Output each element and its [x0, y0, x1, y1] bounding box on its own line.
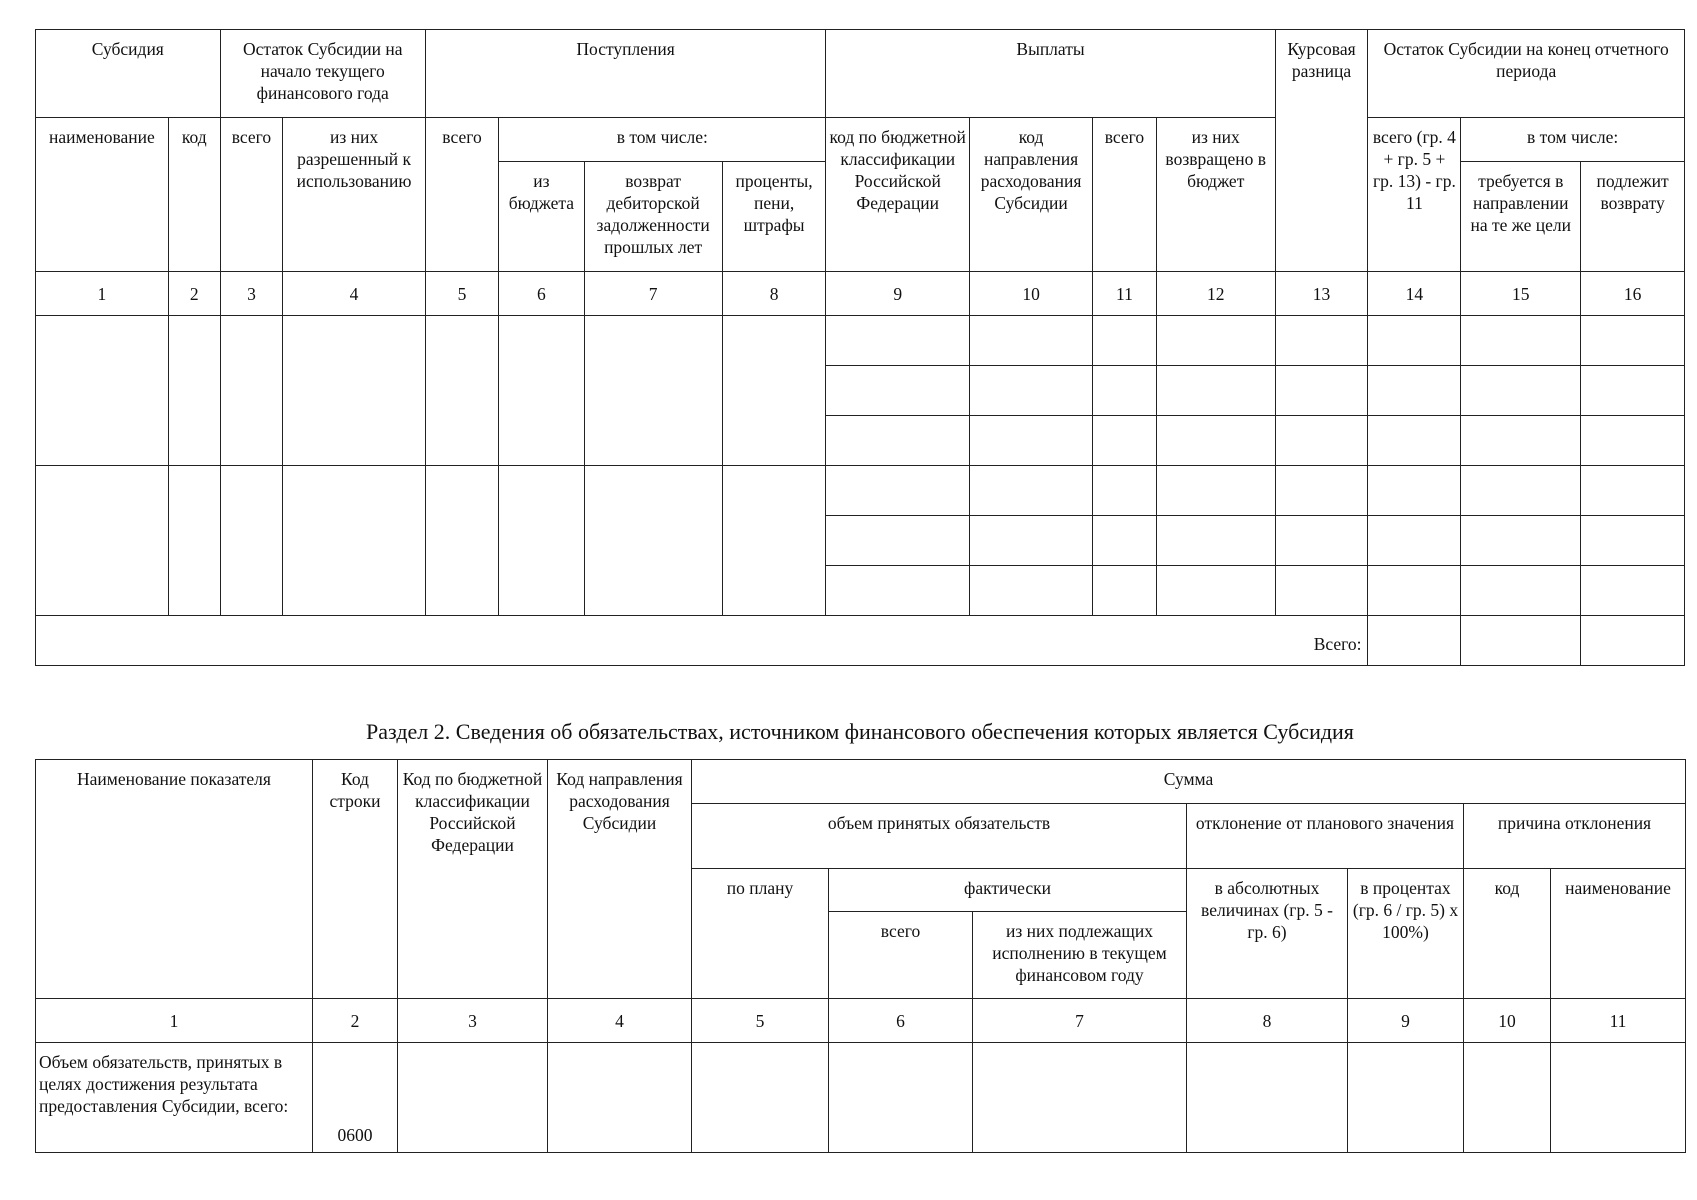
table-row [36, 316, 1685, 366]
cell-returned[interactable] [1156, 566, 1275, 616]
header-returned-to-budget: из них возвращено в бюджет [1156, 118, 1275, 272]
header-name: наименование [36, 118, 169, 272]
column-number: 15 [1461, 272, 1581, 316]
cell-required[interactable] [1461, 416, 1581, 466]
column-number: 8 [722, 272, 826, 316]
header-actual-current-year: из них подлежащих исполнению в текущем финансовом году [973, 912, 1187, 999]
column-number: 6 [829, 999, 973, 1043]
cell-payments-total[interactable] [1093, 416, 1157, 466]
cell-receipts-total[interactable] [425, 316, 498, 466]
cell-required[interactable] [1461, 316, 1581, 366]
header-required-same-purpose: требуется в направлении на те же цели [1461, 162, 1581, 272]
header-deviation: отклонение от планового значения [1187, 804, 1464, 869]
cell-end-total[interactable] [1368, 416, 1461, 466]
header-interest-penalties: проценты, пени, штрафы [722, 162, 826, 272]
cell-end-total[interactable] [1368, 366, 1461, 416]
header-percent: в процентах (гр. 6 / гр. 5) x 100%) [1348, 869, 1464, 999]
cell-to-return[interactable] [1581, 566, 1685, 616]
cell-debt-return[interactable] [584, 316, 722, 466]
cell-actual-current-year[interactable] [973, 1043, 1187, 1153]
cell-returned[interactable] [1156, 316, 1275, 366]
cell-subsidy-name[interactable] [36, 466, 169, 616]
cell-subsidy-code[interactable] [168, 316, 220, 466]
total-row [36, 616, 1685, 666]
section-2-title: Раздел 2. Сведения об обязательствах, источником финансового обеспечения которых является Субсидия [366, 719, 1354, 744]
header-budget-class-code: код по бюджетной классификации Российской Федерации [826, 118, 970, 272]
cell-reason-name[interactable] [1551, 1043, 1686, 1153]
cell-direction-code[interactable] [970, 366, 1093, 416]
cell-end-total[interactable] [1368, 466, 1461, 516]
column-number: 16 [1581, 272, 1685, 316]
cell-interest[interactable] [722, 466, 826, 616]
header-actual-total: всего [829, 912, 973, 999]
cell-debt-return[interactable] [584, 466, 722, 616]
header-payments: Выплаты [826, 30, 1275, 118]
cell-direction-code[interactable] [970, 516, 1093, 566]
subsidy-balance-table [35, 29, 1685, 666]
cell-actual-total[interactable] [829, 1043, 973, 1153]
column-number: 7 [973, 999, 1187, 1043]
cell-by-plan[interactable] [692, 1043, 829, 1153]
header-actual: фактически [829, 869, 1187, 912]
column-number: 1 [36, 999, 313, 1043]
cell-start-total[interactable] [220, 316, 283, 466]
column-number: 10 [1464, 999, 1551, 1043]
header-line-code: Код строки [313, 760, 398, 999]
header-receipts: Поступления [425, 30, 826, 118]
cell-percent-deviation[interactable] [1348, 1043, 1464, 1153]
cell-direction-code[interactable] [548, 1043, 692, 1153]
cell-payments-total[interactable] [1093, 566, 1157, 616]
cell-exchange-diff[interactable] [1275, 416, 1368, 466]
cell-exchange-diff[interactable] [1275, 566, 1368, 616]
column-number: 5 [692, 999, 829, 1043]
header-direction-code: Код направления расходования Субсидии [548, 760, 692, 999]
cell-budget-class-code[interactable] [826, 366, 970, 416]
header-budget-class-code: Код по бюджетной классификации Российской Федерации [398, 760, 548, 999]
column-number: 9 [1348, 999, 1464, 1043]
cell-required[interactable] [1461, 566, 1581, 616]
column-number: 11 [1551, 999, 1686, 1043]
cell-payments-total[interactable] [1093, 366, 1157, 416]
cell-subsidy-name[interactable] [36, 316, 169, 466]
cell-exchange-diff[interactable] [1275, 466, 1368, 516]
header-by-plan: по плану [692, 869, 829, 999]
cell-budget-class-code[interactable] [826, 566, 970, 616]
cell-reason-code[interactable] [1464, 1043, 1551, 1153]
column-number: 8 [1187, 999, 1348, 1043]
cell-to-return[interactable] [1581, 366, 1685, 416]
cell-to-return[interactable] [1581, 466, 1685, 516]
column-number: 2 [168, 272, 220, 316]
cell-payments-total[interactable] [1093, 466, 1157, 516]
column-number: 3 [220, 272, 283, 316]
header-end-total: всего (гр. 4 + гр. 5 + гр. 13) - гр. 11 [1368, 118, 1461, 272]
cell-total-end[interactable] [1368, 616, 1461, 666]
header-balance-end: Остаток Субсидии на конец отчетного периода [1368, 30, 1685, 118]
column-number: 12 [1156, 272, 1275, 316]
cell-receipts-total[interactable] [425, 466, 498, 616]
header-start-allowed: из них разрешенный к использованию [283, 118, 426, 272]
cell-budget-class-code[interactable] [826, 516, 970, 566]
cell-budget-class-code[interactable] [826, 416, 970, 466]
table-row [36, 466, 1685, 516]
column-number: 9 [826, 272, 970, 316]
header-reason-code: код [1464, 869, 1551, 999]
cell-returned[interactable] [1156, 366, 1275, 416]
cell-payments-total[interactable] [1093, 316, 1157, 366]
header-indicator-name: Наименование показателя [36, 760, 313, 999]
cell-returned[interactable] [1156, 466, 1275, 516]
header-code: код [168, 118, 220, 272]
cell-interest[interactable] [722, 316, 826, 466]
cell-returned[interactable] [1156, 516, 1275, 566]
cell-subsidy-code[interactable] [168, 466, 220, 616]
total-label: Всего: [36, 616, 1368, 666]
header-end-including: в том числе: [1461, 118, 1685, 162]
cell-to-return[interactable] [1581, 316, 1685, 366]
cell-total-to-return[interactable] [1581, 616, 1685, 666]
column-number: 4 [283, 272, 426, 316]
header-direction-code: код направления расходования Субсидии [970, 118, 1093, 272]
cell-direction-code[interactable] [970, 466, 1093, 516]
column-numbers-row [36, 999, 1686, 1043]
cell-budget-class-code[interactable] [398, 1043, 548, 1153]
row-label-obligations: Объем обязательств, принятых в целях достижения результата предоставления Субсидии, всего: [36, 1043, 313, 1153]
cell-direction-code[interactable] [970, 316, 1093, 366]
column-number: 4 [548, 999, 692, 1043]
header-from-budget: из бюджета [499, 162, 584, 272]
header-balance-start: Остаток Субсидии на начало текущего финансового года [220, 30, 425, 118]
cell-to-return[interactable] [1581, 416, 1685, 466]
cell-start-allowed[interactable] [283, 466, 426, 616]
column-number: 5 [425, 272, 498, 316]
header-debt-return: возврат дебиторской задолженности прошлых лет [584, 162, 722, 272]
header-exchange-difference: Курсовая разница [1275, 30, 1368, 272]
cell-exchange-diff[interactable] [1275, 366, 1368, 416]
column-numbers-row [36, 272, 1685, 316]
cell-from-budget[interactable] [499, 316, 584, 466]
cell-start-allowed[interactable] [283, 316, 426, 466]
cell-payments-total[interactable] [1093, 516, 1157, 566]
header-absolute-values: в абсолютных величинах (гр. 5 - гр. 6) [1187, 869, 1348, 999]
cell-to-return[interactable] [1581, 516, 1685, 566]
column-number: 1 [36, 272, 169, 316]
header-subsidy: Субсидия [36, 30, 221, 118]
cell-end-total[interactable] [1368, 516, 1461, 566]
column-number: 7 [584, 272, 722, 316]
header-sum: Сумма [692, 760, 1686, 804]
header-obligations-volume: объем принятых обязательств [692, 804, 1187, 869]
cell-total-required[interactable] [1461, 616, 1581, 666]
column-number: 2 [313, 999, 398, 1043]
header-deviation-reason: причина отклонения [1464, 804, 1686, 869]
cell-required[interactable] [1461, 466, 1581, 516]
cell-returned[interactable] [1156, 416, 1275, 466]
column-number: 13 [1275, 272, 1368, 316]
cell-from-budget[interactable] [499, 466, 584, 616]
cell-budget-class-code[interactable] [826, 466, 970, 516]
cell-end-total[interactable] [1368, 566, 1461, 616]
cell-required[interactable] [1461, 366, 1581, 416]
header-receipts-total: всего [425, 118, 498, 272]
header-payments-total: всего [1093, 118, 1157, 272]
cell-direction-code[interactable] [970, 566, 1093, 616]
cell-absolute-deviation[interactable] [1187, 1043, 1348, 1153]
header-to-return: подлежит возврату [1581, 162, 1685, 272]
header-start-total: всего [220, 118, 283, 272]
cell-exchange-diff[interactable] [1275, 316, 1368, 366]
header-receipts-including: в том числе: [499, 118, 826, 162]
cell-budget-class-code[interactable] [826, 316, 970, 366]
obligations-table [35, 759, 1686, 1153]
column-number: 14 [1368, 272, 1461, 316]
column-number: 3 [398, 999, 548, 1043]
column-number: 6 [499, 272, 584, 316]
column-number: 11 [1093, 272, 1157, 316]
cell-required[interactable] [1461, 516, 1581, 566]
column-number: 10 [970, 272, 1093, 316]
table-row [36, 1043, 1686, 1153]
cell-end-total[interactable] [1368, 316, 1461, 366]
header-reason-name: наименование [1551, 869, 1686, 999]
cell-start-total[interactable] [220, 466, 283, 616]
cell-direction-code[interactable] [970, 416, 1093, 466]
row-line-code: 0600 [313, 1043, 398, 1153]
cell-exchange-diff[interactable] [1275, 516, 1368, 566]
